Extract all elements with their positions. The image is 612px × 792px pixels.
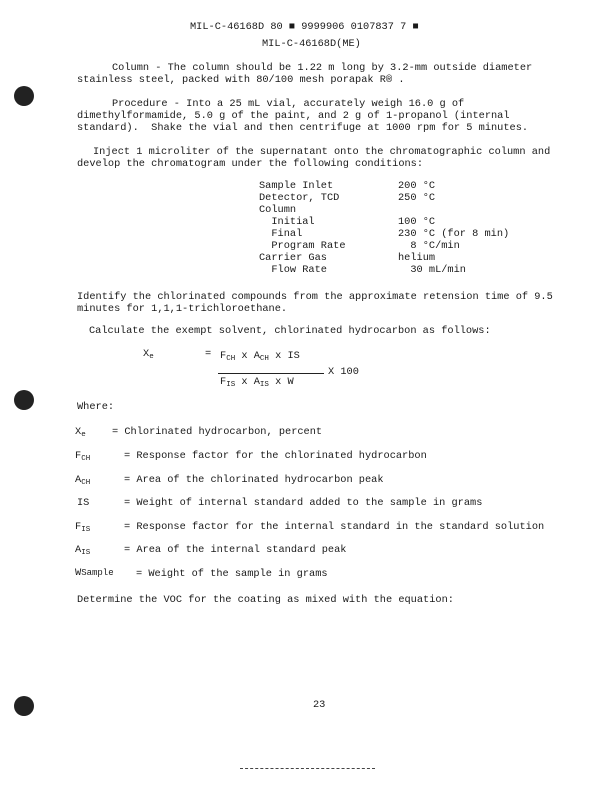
cond-value: 200 °C [398, 180, 436, 192]
column-para-1: Column - The column should be 1.22 m long by 3.2-mm outside diameter [112, 62, 533, 74]
procedure-para-1: Procedure - Into a 25 mL vial, accurately weigh 16.0 g of [112, 98, 465, 110]
formula-numerator: $F_{CH}$ x $A_{CH}$ x IS [220, 350, 300, 363]
definition-symbol: $F_{IS}$ [75, 521, 91, 534]
definition-symbol: $F_{CH}$ [75, 450, 91, 463]
cond-label: Flow Rate [259, 264, 327, 276]
formula-denominator: $F_{IS}$ x $A_{IS}$ x W [220, 376, 294, 389]
doc-header-line: MIL-C-46168D 80 ■ 9999906 0107837 7 ■ [190, 21, 419, 33]
procedure-para-3: standard). Shake the vial and then centrifuge at 1000 rpm for 5 minutes. [77, 122, 529, 134]
definition-symbol: $A_{CH}$ [75, 474, 91, 487]
definition-text: = Weight of internal standard added to the sample in grams [124, 497, 483, 509]
definition-symbol: WSample [75, 567, 114, 579]
cond-value: 30 mL/min [398, 264, 466, 276]
identify-para-1: Identify the chlorinated compounds from the approximate retension time of 9.5 [77, 291, 553, 303]
formula-multiplier: X 100 [328, 366, 359, 378]
identify-para-2: minutes for 1,1,1-trichloroethane. [77, 303, 288, 315]
inject-para-2: develop the chromatogram under the following conditions: [77, 158, 424, 170]
cond-label: Detector, TCD [259, 192, 340, 204]
determine-para: Determine the VOC for the coating as mixed with the equation: [77, 594, 454, 606]
formula-lhs: $X_e$ [143, 348, 154, 361]
definition-text: = Response factor for the chlorinated hydrocarbon [124, 450, 427, 462]
definition-text: = Area of the chlorinated hydrocarbon peak [124, 474, 384, 486]
cond-value: 8 °C/min [398, 240, 460, 252]
cond-label: Initial [259, 216, 315, 228]
cond-label: Column [259, 204, 297, 216]
punch-hole [14, 86, 34, 106]
definition-symbol: $X_e$ [75, 426, 86, 439]
cond-value: 250 °C [398, 192, 436, 204]
inject-para-1: Inject 1 microliter of the supernatant onto the chromatographic column and [93, 146, 551, 158]
definition-symbol: IS [77, 497, 90, 509]
where-label: Where: [77, 401, 115, 413]
cond-value: helium [398, 252, 436, 264]
definition-text: = Chlorinated hydrocarbon, percent [112, 426, 323, 438]
definition-text: = Weight of the sample in grams [136, 568, 328, 580]
cond-value: 230 °C (for 8 min) [398, 228, 510, 240]
cond-label: Sample Inlet [259, 180, 334, 192]
column-para-2: stainless steel, packed with 80/100 mesh porapak R® . [77, 74, 405, 86]
definition-symbol: $A_{IS}$ [75, 544, 91, 557]
calculate-para: Calculate the exempt solvent, chlorinated hydrocarbon as follows: [89, 325, 491, 337]
punch-hole [14, 696, 34, 716]
page-number: 23 [313, 699, 326, 711]
doc-id: MIL-C-46168D(ME) [262, 38, 361, 50]
cond-label: Carrier Gas [259, 252, 327, 264]
definition-text: = Area of the internal standard peak [124, 544, 347, 556]
definition-text: = Response factor for the internal standard in the standard solution [124, 521, 545, 533]
cond-label: Program Rate [259, 240, 346, 252]
cond-value: 100 °C [398, 216, 436, 228]
procedure-para-2: dimethylformamide, 5.0 g of the paint, and 2 g of 1-propanol (internal [77, 110, 510, 122]
punch-hole [14, 390, 34, 410]
fraction-bar [218, 373, 324, 374]
scan-artifact [240, 762, 375, 769]
formula-equals: = [205, 348, 212, 360]
cond-label: Final [259, 228, 303, 240]
